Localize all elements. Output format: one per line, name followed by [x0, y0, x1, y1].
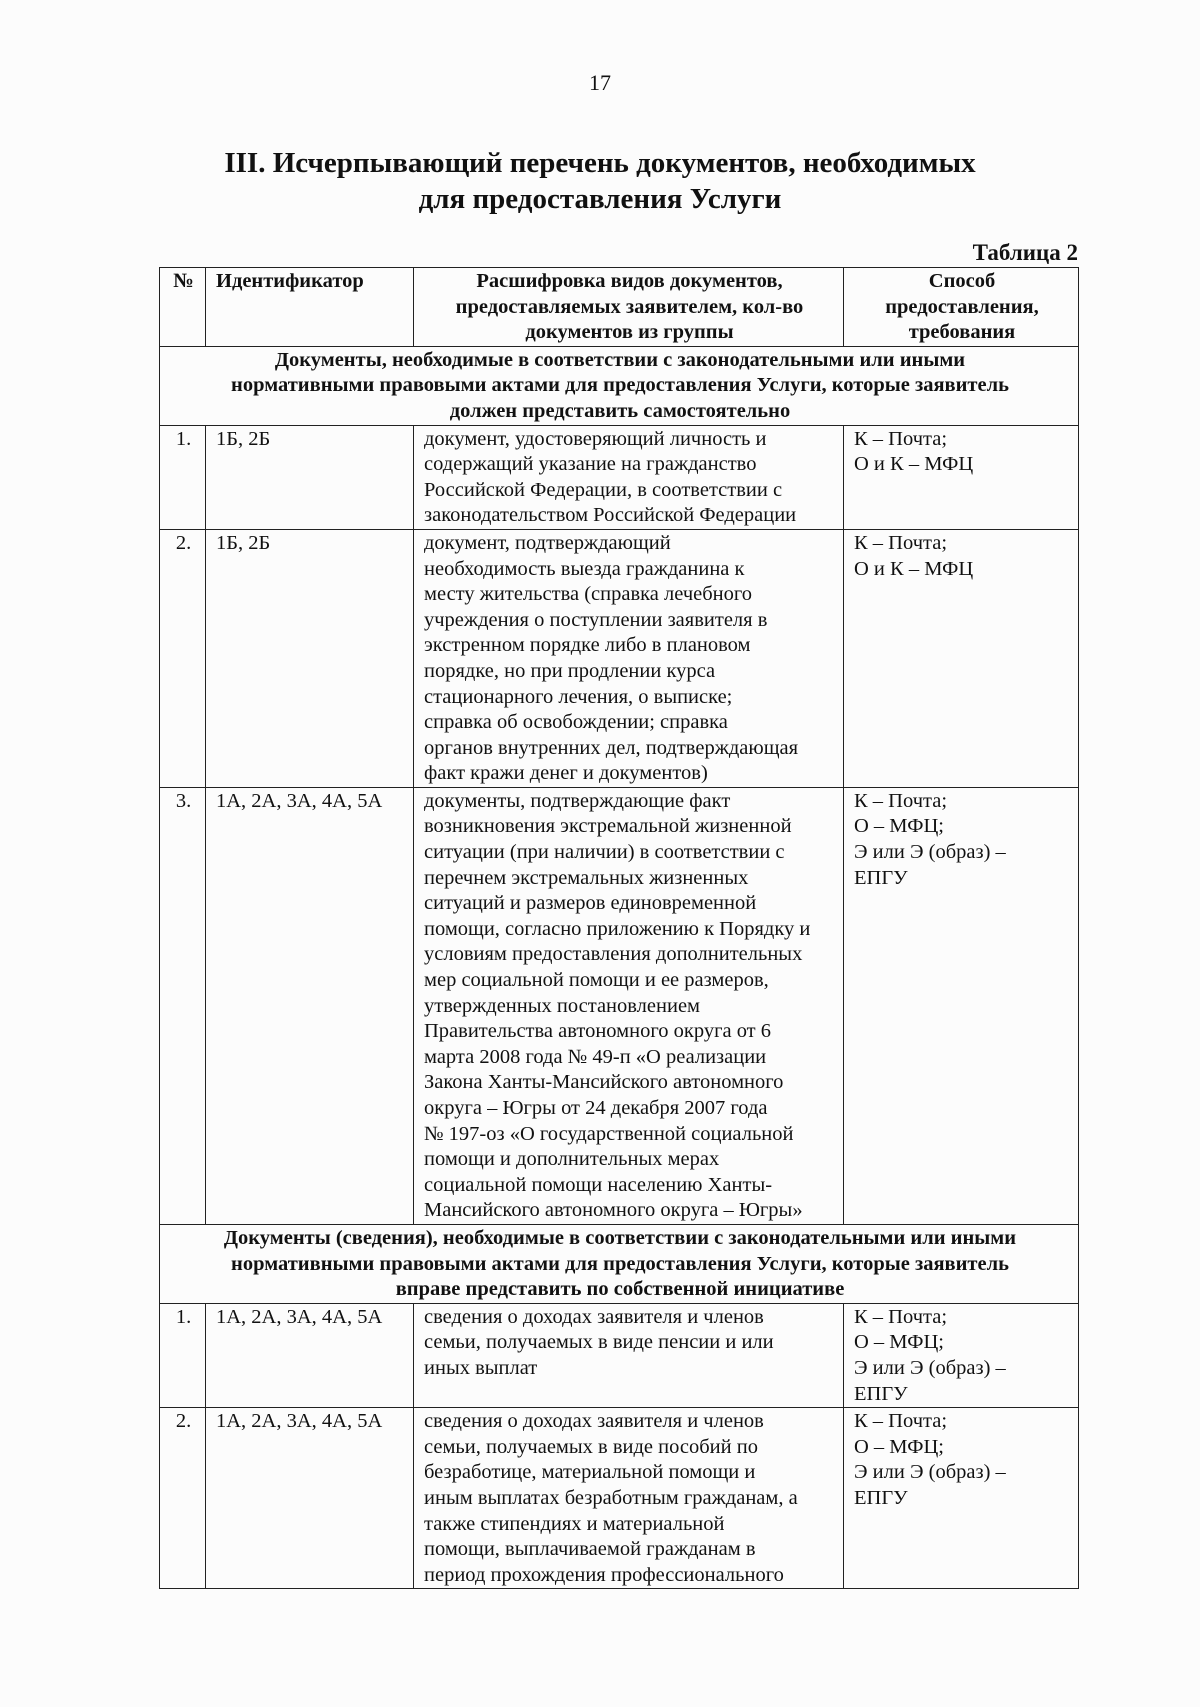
table-row: [160, 529, 1079, 787]
page-number: 17: [589, 70, 611, 95]
description-line: порядке, но при продлении курса: [424, 659, 716, 682]
row-method: [844, 787, 1079, 1224]
title-line: для предоставления Услуги: [418, 183, 782, 215]
description-line: сведения о доходах заявителя и членов: [424, 1305, 764, 1328]
header-description: [414, 268, 844, 347]
description-line: также стипендиях и материальной: [424, 1512, 725, 1535]
documents-table: [159, 267, 1079, 1589]
method-line: Э или Э (образ) –: [854, 1356, 1006, 1379]
method-line: К – Почта;: [854, 427, 948, 450]
method-line: ЕПГУ: [854, 1486, 908, 1509]
section-heading: [160, 346, 1079, 425]
description-line: помощи, выплачиваемой гражданам в: [424, 1538, 756, 1561]
method-line: К – Почта;: [854, 531, 948, 554]
description-line: содержащий указание на гражданство: [424, 453, 757, 476]
description-line: Мансийского автономного округа – Югры»: [424, 1199, 803, 1222]
header-line: Расшифровка видов документов,: [476, 270, 783, 292]
row-description: [414, 1408, 844, 1589]
section-heading-row: [160, 1224, 1079, 1303]
section-heading-line: Документы, необходимые в соответствии с законодательными или иными: [274, 348, 966, 371]
method-line: О – МФЦ;: [854, 815, 944, 838]
header-line: требования: [908, 321, 1016, 344]
table-header-row: [160, 268, 1079, 347]
header-identifier: Идентификатор: [206, 268, 414, 347]
table-body: [160, 346, 1079, 1589]
header-line: документов из группы: [525, 321, 734, 344]
section-heading-line: должен представить самостоятельно: [449, 399, 791, 422]
row-description: [414, 529, 844, 787]
description-line: Российской Федерации, в соответствии с: [424, 478, 783, 501]
method-line: К – Почта;: [854, 789, 948, 812]
description-line: мер социальной помощи и ее размеров,: [424, 969, 769, 992]
row-number: 2.: [160, 1408, 206, 1589]
row-identifier: 1А, 2А, 3А, 4А, 5А: [206, 1408, 414, 1589]
method-line: ЕПГУ: [854, 1382, 908, 1405]
row-number: 2.: [160, 529, 206, 787]
description-line: ситуации (при наличии) в соответствии с: [424, 841, 785, 864]
method-line: О и К – МФЦ: [854, 557, 974, 580]
section-heading-row: [160, 346, 1079, 425]
section-heading-line: вправе представить по собственной инициативе: [395, 1278, 845, 1301]
table-row: [160, 425, 1079, 529]
description-line: органов внутренних дел, подтверждающая: [424, 736, 799, 759]
description-line: утвержденных постановлением: [424, 994, 701, 1017]
header-line: Способ: [928, 270, 996, 292]
section-heading-line: Документы (сведения), необходимые в соответствии с законодательными или иными: [223, 1226, 1017, 1249]
section-heading-line: нормативными правовыми актами для предоставления Услуги, которые заявитель: [231, 374, 1009, 397]
row-number: 1.: [160, 1303, 206, 1407]
header-method: [844, 268, 1079, 347]
description-line: документ, подтверждающий: [424, 531, 671, 554]
description-line: семьи, получаемых в виде пенсии и или: [424, 1331, 774, 1354]
row-number: 1.: [160, 425, 206, 529]
description-line: период прохождения профессионального: [424, 1563, 784, 1586]
table-row: [160, 1408, 1079, 1589]
description-line: документы, подтверждающие факт: [424, 789, 731, 812]
method-line: Э или Э (образ) –: [854, 1461, 1006, 1484]
section-heading: [160, 1224, 1079, 1303]
method-line: О – МФЦ;: [854, 1331, 944, 1354]
row-identifier: 1А, 2А, 3А, 4А, 5А: [206, 787, 414, 1224]
description-line: иных выплат: [424, 1356, 538, 1379]
row-method: [844, 1408, 1079, 1589]
description-line: стационарного лечения, о выписке;: [424, 685, 733, 708]
description-line: справка об освобождении; справка: [424, 711, 728, 734]
section-heading-line: нормативными правовыми актами для предоставления Услуги, которые заявитель: [231, 1252, 1009, 1275]
description-line: социальной помощи населению Ханты-: [424, 1173, 773, 1196]
description-line: учреждения о поступлении заявителя в: [424, 608, 768, 631]
method-line: О – МФЦ;: [854, 1435, 944, 1458]
title-line: III. Исчерпывающий перечень документов, необходимых: [224, 147, 976, 179]
description-line: сведения о доходах заявителя и членов: [424, 1410, 764, 1433]
table-label: Таблица 2: [972, 240, 1078, 265]
table-row: [160, 787, 1079, 1224]
row-number: 3.: [160, 787, 206, 1224]
row-method: [844, 529, 1079, 787]
description-line: марта 2008 года № 49-п «О реализации: [424, 1045, 767, 1068]
row-description: [414, 1303, 844, 1407]
description-line: Закона Ханты-Мансийского автономного: [424, 1071, 784, 1094]
description-line: необходимость выезда гражданина к: [424, 557, 745, 580]
description-line: экстренном порядке либо в плановом: [424, 634, 751, 657]
row-method: [844, 425, 1079, 529]
row-identifier: 1Б, 2Б: [206, 529, 414, 787]
description-line: № 197-оз «О государственной социальной: [424, 1122, 794, 1145]
header-line: предоставления,: [885, 295, 1039, 318]
description-line: иным выплатах безработным гражданам, а: [424, 1486, 798, 1509]
method-line: О и К – МФЦ: [854, 453, 974, 476]
description-line: округа – Югры от 24 декабря 2007 года: [424, 1097, 768, 1119]
row-description: [414, 425, 844, 529]
description-line: ситуаций и размеров единовременной: [424, 892, 757, 915]
description-line: Правительства автономного округа от 6: [424, 1020, 772, 1043]
description-line: помощи, согласно приложению к Порядку и: [424, 917, 811, 940]
description-line: законодательством Российской Федерации: [424, 504, 797, 527]
method-line: К – Почта;: [854, 1410, 948, 1433]
description-line: месту жительства (справка лечебного: [424, 583, 753, 606]
description-line: безработице, материальной помощи и: [424, 1461, 756, 1484]
row-identifier: 1Б, 2Б: [206, 425, 414, 529]
method-line: ЕПГУ: [854, 866, 908, 889]
description-line: возникновения экстремальной жизненной: [424, 815, 792, 838]
description-line: факт кражи денег и документов): [424, 762, 708, 785]
description-line: документ, удостоверяющий личность и: [424, 427, 767, 450]
description-line: перечнем экстремальных жизненных: [424, 866, 749, 889]
method-line: Э или Э (образ) –: [854, 841, 1006, 864]
row-description: [414, 787, 844, 1224]
method-line: К – Почта;: [854, 1305, 948, 1328]
description-line: условиям предоставления дополнительных: [424, 943, 803, 966]
header-num: №: [160, 268, 206, 347]
page-title: [0, 145, 1200, 217]
description-line: семьи, получаемых в виде пособий по: [424, 1435, 758, 1458]
header-line: предоставляемых заявителем, кол-во: [455, 295, 804, 318]
description-line: помощи и дополнительных мерах: [424, 1148, 720, 1171]
table-row: [160, 1303, 1079, 1407]
row-method: [844, 1303, 1079, 1407]
row-identifier: 1А, 2А, 3А, 4А, 5А: [206, 1303, 414, 1407]
